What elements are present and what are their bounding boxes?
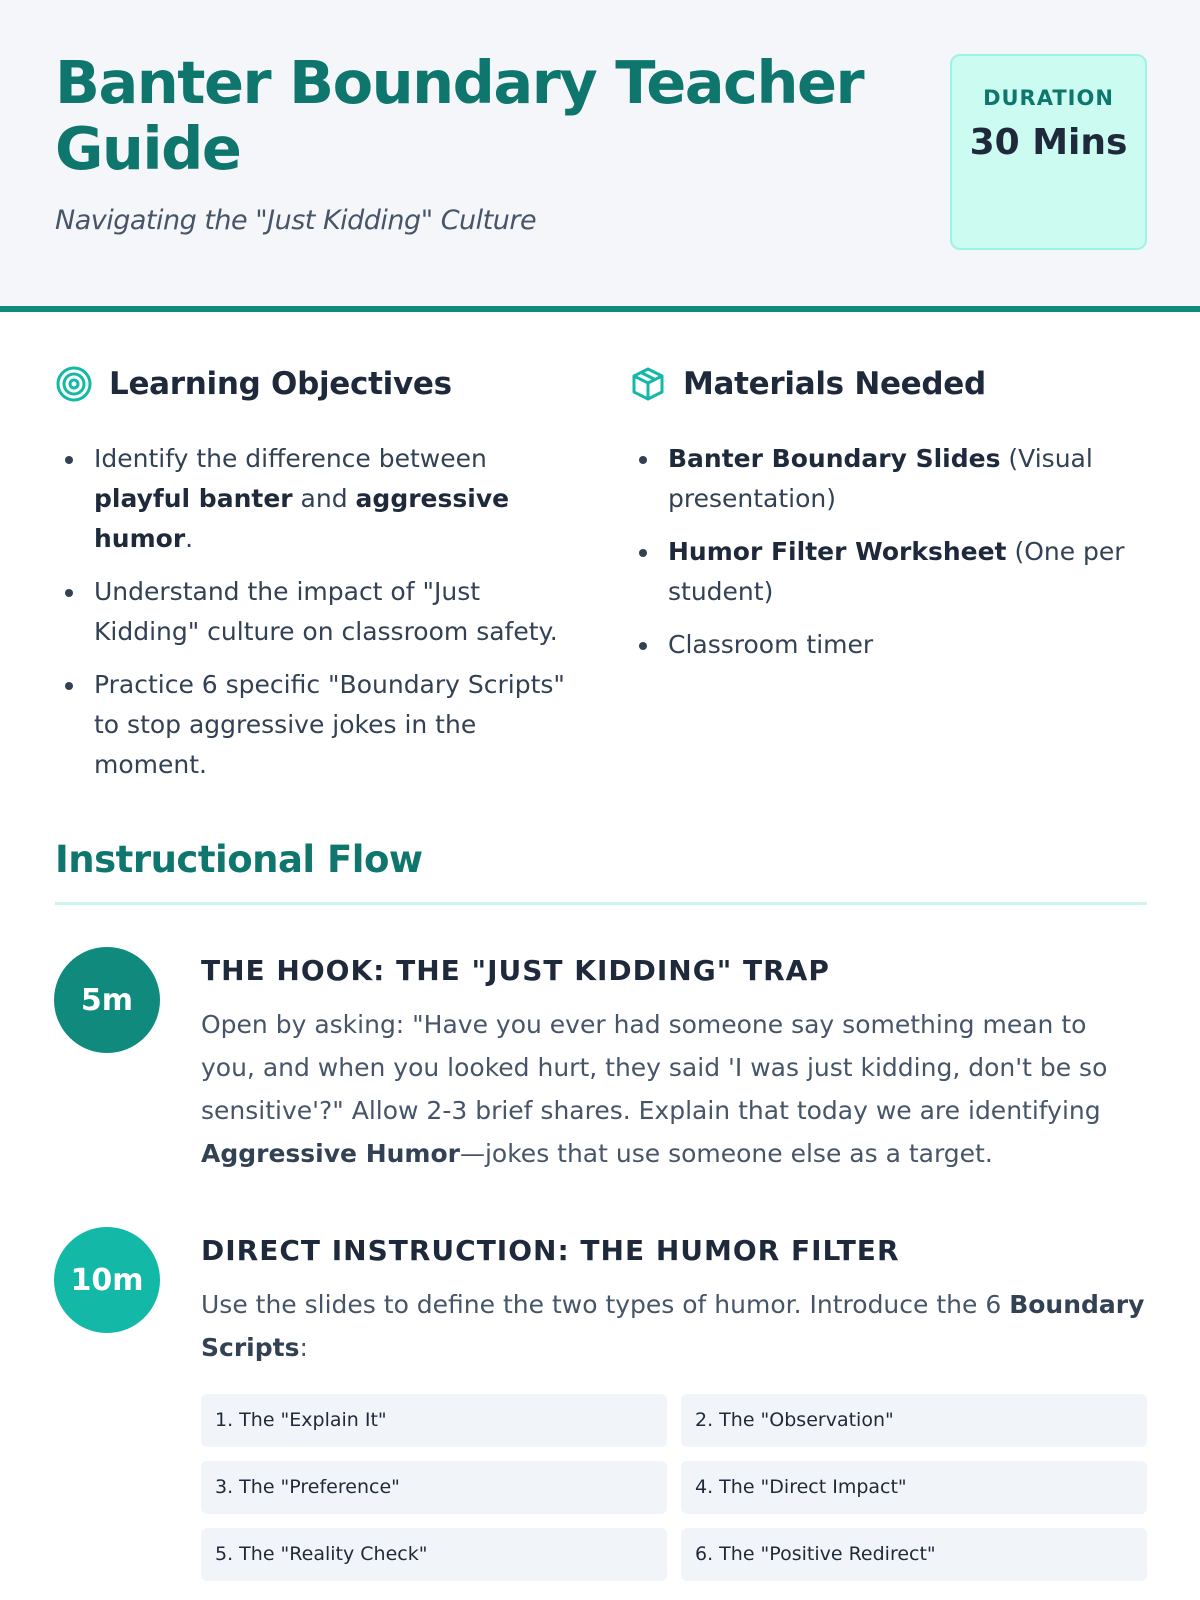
boundary-script-item: 5. The "Reality Check" (201, 1528, 667, 1581)
page-subtitle: Navigating the "Just Kidding" Culture (55, 205, 537, 236)
text-run: (One per student) (668, 537, 1125, 606)
bullet-item (55, 439, 575, 559)
text-run: Identify the difference between (94, 444, 487, 473)
bold-text: playful banter (94, 484, 293, 513)
materials-needed-heading (629, 365, 986, 403)
text-run: . (185, 524, 194, 553)
objectives-list (55, 439, 575, 798)
boundary-script-item: 1. The "Explain It" (201, 1394, 667, 1447)
text-run: Open by asking: "Have you ever had someone say something mean to you, and when you looked hurt, they said 'I was just kidding, don't be so sensitive'?" Allow 2-3 brief shares. Explain that today we are identifying (201, 1010, 1108, 1125)
learning-objectives-heading (55, 365, 452, 403)
box-icon (629, 365, 667, 403)
bold-text: aggressive humor (94, 484, 510, 553)
materials-needed-title: Materials Needed (683, 366, 986, 402)
bold-text: Humor Filter Worksheet (668, 537, 1007, 566)
materials-list (629, 439, 1149, 678)
text-run: : (299, 1333, 308, 1362)
boundary-scripts-grid (201, 1394, 1147, 1581)
bullet-item (629, 532, 1149, 612)
text-run: Practice 6 specific "Boundary Scripts" to stop aggressive jokes in the moment. (94, 670, 565, 779)
bullet-item (55, 665, 575, 785)
step-title: DIRECT INSTRUCTION: THE HUMOR FILTER (201, 1234, 900, 1267)
text-run: Use the slides to define the two types of humor. Introduce the 6 (201, 1290, 1010, 1319)
bold-text: Banter Boundary Slides (668, 444, 1001, 473)
learning-objectives-title: Learning Objectives (109, 366, 452, 402)
bullet-item (629, 439, 1149, 519)
bullet-item (55, 572, 575, 652)
guide-header (0, 0, 1200, 312)
boundary-script-item: 2. The "Observation" (681, 1394, 1147, 1447)
boundary-script-item: 4. The "Direct Impact" (681, 1461, 1147, 1514)
duration-value: 30 Mins (969, 122, 1128, 163)
duration-label: DURATION (983, 86, 1114, 110)
boundary-script-item: 3. The "Preference" (201, 1461, 667, 1514)
instructional-flow-title: Instructional Flow (55, 838, 423, 881)
text-run: (Visual presentation) (668, 444, 1093, 513)
bullet-item (629, 625, 1149, 665)
section-divider (55, 902, 1147, 905)
text-run: Classroom timer (668, 630, 874, 659)
boundary-script-item: 6. The "Positive Redirect" (681, 1528, 1147, 1581)
bold-text: Aggressive Humor (201, 1139, 460, 1168)
step-description (201, 1003, 1147, 1175)
page-title: Banter Boundary Teacher Guide (55, 48, 864, 183)
step-description (201, 1283, 1147, 1369)
target-icon (55, 365, 93, 403)
duration-badge (950, 54, 1147, 250)
text-run: —jokes that use someone else as a target. (459, 1139, 993, 1168)
text-run: and (292, 484, 356, 513)
bold-text: Boundary Scripts (201, 1290, 1145, 1362)
text-run: Understand the impact of "Just Kidding" culture on classroom safety. (94, 577, 558, 646)
step-duration-badge: 5m (54, 947, 160, 1053)
step-duration-badge: 10m (54, 1227, 160, 1333)
step-title: THE HOOK: THE "JUST KIDDING" TRAP (201, 954, 830, 987)
